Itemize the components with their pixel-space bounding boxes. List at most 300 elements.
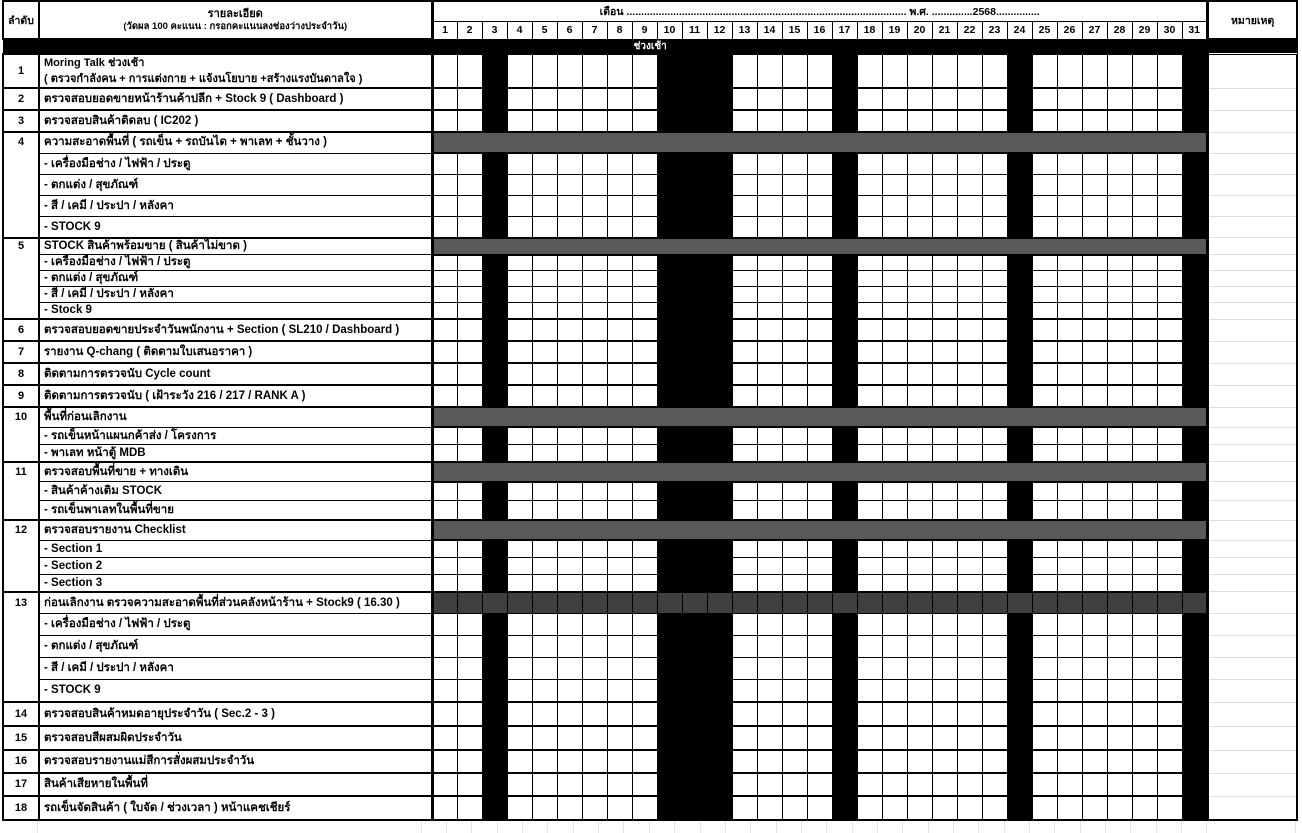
- day-cell-29[interactable]: [1132, 444, 1157, 462]
- day-cell-22[interactable]: [957, 680, 982, 703]
- day-cell-19[interactable]: [882, 796, 907, 820]
- day-cell-23[interactable]: [982, 501, 1007, 521]
- day-cell-22[interactable]: [957, 153, 982, 174]
- day-cell-16[interactable]: [807, 796, 832, 820]
- day-cell-14[interactable]: [757, 726, 782, 750]
- day-cell-25[interactable]: [1032, 174, 1057, 195]
- day-cell-29[interactable]: [1132, 174, 1157, 195]
- day-cell-23[interactable]: [982, 255, 1007, 271]
- day-cell-22[interactable]: [957, 444, 982, 462]
- day-cell-22[interactable]: [957, 271, 982, 287]
- day-cell-2[interactable]: [457, 287, 482, 303]
- day-cell-27[interactable]: [1082, 385, 1107, 407]
- day-cell-30[interactable]: [1157, 319, 1182, 341]
- day-cell-29[interactable]: [1132, 303, 1157, 320]
- day-cell-20[interactable]: [907, 341, 932, 363]
- day-cell-26[interactable]: [1057, 255, 1082, 271]
- day-cell-28[interactable]: [1107, 557, 1132, 574]
- day-cell-6[interactable]: [557, 636, 582, 658]
- day-cell-25[interactable]: [1032, 574, 1057, 592]
- day-cell-30[interactable]: [1157, 557, 1182, 574]
- day-cell-26[interactable]: [1057, 216, 1082, 238]
- day-cell-28[interactable]: [1107, 195, 1132, 216]
- day-cell-13[interactable]: [732, 557, 757, 574]
- day-cell-21[interactable]: [932, 174, 957, 195]
- day-cell-6[interactable]: [557, 385, 582, 407]
- day-cell-7[interactable]: [582, 385, 607, 407]
- day-cell-13[interactable]: [732, 153, 757, 174]
- day-cell-16[interactable]: [807, 153, 832, 174]
- day-cell-21[interactable]: [932, 574, 957, 592]
- day-cell-15[interactable]: [782, 750, 807, 773]
- day-cell-28[interactable]: [1107, 796, 1132, 820]
- day-cell-27[interactable]: [1082, 726, 1107, 750]
- day-cell-30[interactable]: [1157, 658, 1182, 680]
- day-cell-27[interactable]: [1082, 557, 1107, 574]
- day-cell-7[interactable]: [582, 287, 607, 303]
- day-cell-18[interactable]: [857, 702, 882, 726]
- day-cell-27[interactable]: [1082, 110, 1107, 132]
- day-cell-7[interactable]: [582, 303, 607, 320]
- day-cell-30[interactable]: [1157, 153, 1182, 174]
- day-cell-30[interactable]: [1157, 271, 1182, 287]
- day-cell-27[interactable]: [1082, 658, 1107, 680]
- day-cell-28[interactable]: [1107, 287, 1132, 303]
- day-cell-4[interactable]: [507, 385, 532, 407]
- day-cell-4[interactable]: [507, 303, 532, 320]
- day-cell-13[interactable]: [732, 702, 757, 726]
- day-cell-7[interactable]: [582, 482, 607, 501]
- day-cell-21[interactable]: [932, 636, 957, 658]
- note-cell[interactable]: [1207, 174, 1297, 195]
- day-cell-9[interactable]: [632, 88, 657, 110]
- day-cell-8[interactable]: [607, 444, 632, 462]
- day-cell-15[interactable]: [782, 363, 807, 385]
- day-cell-19[interactable]: [882, 444, 907, 462]
- day-cell-14[interactable]: [757, 750, 782, 773]
- day-cell-9[interactable]: [632, 574, 657, 592]
- day-cell-1[interactable]: [432, 195, 457, 216]
- day-cell-15[interactable]: [782, 174, 807, 195]
- day-cell-6[interactable]: [557, 796, 582, 820]
- day-cell-1[interactable]: [432, 287, 457, 303]
- day-cell-25[interactable]: [1032, 271, 1057, 287]
- day-cell-25[interactable]: [1032, 54, 1057, 88]
- day-cell-7[interactable]: [582, 444, 607, 462]
- day-cell-20[interactable]: [907, 614, 932, 636]
- day-cell-26[interactable]: [1057, 680, 1082, 703]
- day-cell-26[interactable]: [1057, 363, 1082, 385]
- day-cell-2[interactable]: [457, 110, 482, 132]
- day-cell-13[interactable]: [732, 271, 757, 287]
- day-cell-1[interactable]: [432, 427, 457, 444]
- day-cell-23[interactable]: [982, 174, 1007, 195]
- day-cell-9[interactable]: [632, 153, 657, 174]
- day-cell-7[interactable]: [582, 271, 607, 287]
- day-cell-19[interactable]: [882, 195, 907, 216]
- day-cell-28[interactable]: [1107, 303, 1132, 320]
- day-cell-29[interactable]: [1132, 702, 1157, 726]
- day-cell-4[interactable]: [507, 726, 532, 750]
- day-cell-1[interactable]: [432, 271, 457, 287]
- day-cell-26[interactable]: [1057, 271, 1082, 287]
- day-cell-23[interactable]: [982, 54, 1007, 88]
- day-cell-9[interactable]: [632, 341, 657, 363]
- day-cell-2[interactable]: [457, 153, 482, 174]
- note-cell[interactable]: [1207, 702, 1297, 726]
- day-cell-20[interactable]: [907, 110, 932, 132]
- day-cell-22[interactable]: [957, 287, 982, 303]
- day-cell-18[interactable]: [857, 796, 882, 820]
- day-cell-23[interactable]: [982, 444, 1007, 462]
- day-cell-30[interactable]: [1157, 195, 1182, 216]
- day-cell-23[interactable]: [982, 614, 1007, 636]
- day-cell-9[interactable]: [632, 319, 657, 341]
- day-cell-4[interactable]: [507, 702, 532, 726]
- day-cell-1[interactable]: [432, 153, 457, 174]
- day-cell-29[interactable]: [1132, 680, 1157, 703]
- day-cell-14[interactable]: [757, 216, 782, 238]
- day-cell-8[interactable]: [607, 726, 632, 750]
- day-cell-18[interactable]: [857, 287, 882, 303]
- day-cell-7[interactable]: [582, 88, 607, 110]
- day-cell-23[interactable]: [982, 216, 1007, 238]
- day-cell-2[interactable]: [457, 726, 482, 750]
- day-cell-9[interactable]: [632, 110, 657, 132]
- day-cell-8[interactable]: [607, 501, 632, 521]
- day-cell-4[interactable]: [507, 614, 532, 636]
- day-cell-2[interactable]: [457, 658, 482, 680]
- day-cell-25[interactable]: [1032, 427, 1057, 444]
- day-cell-18[interactable]: [857, 153, 882, 174]
- day-cell-2[interactable]: [457, 482, 482, 501]
- day-cell-2[interactable]: [457, 444, 482, 462]
- day-cell-1[interactable]: [432, 702, 457, 726]
- day-cell-13[interactable]: [732, 540, 757, 557]
- day-cell-4[interactable]: [507, 216, 532, 238]
- note-cell[interactable]: [1207, 750, 1297, 773]
- day-cell-15[interactable]: [782, 216, 807, 238]
- day-cell-7[interactable]: [582, 363, 607, 385]
- day-cell-18[interactable]: [857, 255, 882, 271]
- day-cell-8[interactable]: [607, 54, 632, 88]
- day-cell-27[interactable]: [1082, 174, 1107, 195]
- day-cell-28[interactable]: [1107, 444, 1132, 462]
- day-cell-2[interactable]: [457, 680, 482, 703]
- day-cell-9[interactable]: [632, 174, 657, 195]
- day-cell-8[interactable]: [607, 574, 632, 592]
- day-cell-20[interactable]: [907, 319, 932, 341]
- day-cell-20[interactable]: [907, 557, 932, 574]
- day-cell-14[interactable]: [757, 363, 782, 385]
- day-cell-5[interactable]: [532, 427, 557, 444]
- day-cell-16[interactable]: [807, 427, 832, 444]
- day-cell-27[interactable]: [1082, 303, 1107, 320]
- day-cell-30[interactable]: [1157, 501, 1182, 521]
- day-cell-14[interactable]: [757, 680, 782, 703]
- day-cell-6[interactable]: [557, 255, 582, 271]
- day-cell-2[interactable]: [457, 88, 482, 110]
- day-cell-22[interactable]: [957, 341, 982, 363]
- day-cell-14[interactable]: [757, 427, 782, 444]
- day-cell-6[interactable]: [557, 271, 582, 287]
- day-cell-4[interactable]: [507, 658, 532, 680]
- day-cell-29[interactable]: [1132, 726, 1157, 750]
- day-cell-28[interactable]: [1107, 174, 1132, 195]
- day-cell-30[interactable]: [1157, 636, 1182, 658]
- day-cell-23[interactable]: [982, 658, 1007, 680]
- day-cell-22[interactable]: [957, 702, 982, 726]
- day-cell-29[interactable]: [1132, 574, 1157, 592]
- day-cell-2[interactable]: [457, 750, 482, 773]
- note-cell[interactable]: [1207, 238, 1297, 255]
- day-cell-23[interactable]: [982, 540, 1007, 557]
- day-cell-27[interactable]: [1082, 614, 1107, 636]
- day-cell-2[interactable]: [457, 303, 482, 320]
- day-cell-13[interactable]: [732, 614, 757, 636]
- day-cell-4[interactable]: [507, 750, 532, 773]
- day-cell-26[interactable]: [1057, 636, 1082, 658]
- day-cell-20[interactable]: [907, 680, 932, 703]
- note-cell[interactable]: [1207, 407, 1297, 427]
- day-cell-21[interactable]: [932, 482, 957, 501]
- day-cell-1[interactable]: [432, 54, 457, 88]
- day-cell-22[interactable]: [957, 385, 982, 407]
- day-cell-15[interactable]: [782, 319, 807, 341]
- note-cell[interactable]: [1207, 680, 1297, 703]
- day-cell-28[interactable]: [1107, 319, 1132, 341]
- day-cell-22[interactable]: [957, 636, 982, 658]
- day-cell-30[interactable]: [1157, 54, 1182, 88]
- day-cell-25[interactable]: [1032, 88, 1057, 110]
- day-cell-9[interactable]: [632, 255, 657, 271]
- note-cell[interactable]: [1207, 462, 1297, 482]
- day-cell-22[interactable]: [957, 216, 982, 238]
- day-cell-30[interactable]: [1157, 88, 1182, 110]
- day-cell-7[interactable]: [582, 680, 607, 703]
- note-cell[interactable]: [1207, 153, 1297, 174]
- day-cell-15[interactable]: [782, 110, 807, 132]
- day-cell-14[interactable]: [757, 444, 782, 462]
- day-cell-6[interactable]: [557, 557, 582, 574]
- day-cell-22[interactable]: [957, 88, 982, 110]
- day-cell-2[interactable]: [457, 341, 482, 363]
- day-cell-27[interactable]: [1082, 540, 1107, 557]
- day-cell-25[interactable]: [1032, 444, 1057, 462]
- day-cell-28[interactable]: [1107, 482, 1132, 501]
- day-cell-30[interactable]: [1157, 110, 1182, 132]
- day-cell-5[interactable]: [532, 557, 557, 574]
- day-cell-9[interactable]: [632, 303, 657, 320]
- day-cell-7[interactable]: [582, 658, 607, 680]
- day-cell-18[interactable]: [857, 427, 882, 444]
- day-cell-16[interactable]: [807, 385, 832, 407]
- day-cell-13[interactable]: [732, 385, 757, 407]
- day-cell-26[interactable]: [1057, 153, 1082, 174]
- day-cell-15[interactable]: [782, 796, 807, 820]
- day-cell-6[interactable]: [557, 427, 582, 444]
- day-cell-19[interactable]: [882, 680, 907, 703]
- day-cell-2[interactable]: [457, 796, 482, 820]
- day-cell-21[interactable]: [932, 54, 957, 88]
- day-cell-6[interactable]: [557, 54, 582, 88]
- day-cell-14[interactable]: [757, 110, 782, 132]
- day-cell-15[interactable]: [782, 54, 807, 88]
- day-cell-23[interactable]: [982, 271, 1007, 287]
- day-cell-19[interactable]: [882, 557, 907, 574]
- day-cell-20[interactable]: [907, 574, 932, 592]
- day-cell-28[interactable]: [1107, 614, 1132, 636]
- day-cell-9[interactable]: [632, 195, 657, 216]
- day-cell-7[interactable]: [582, 216, 607, 238]
- day-cell-25[interactable]: [1032, 287, 1057, 303]
- day-cell-6[interactable]: [557, 574, 582, 592]
- day-cell-22[interactable]: [957, 174, 982, 195]
- day-cell-23[interactable]: [982, 287, 1007, 303]
- day-cell-16[interactable]: [807, 319, 832, 341]
- day-cell-13[interactable]: [732, 636, 757, 658]
- day-cell-28[interactable]: [1107, 574, 1132, 592]
- day-cell-19[interactable]: [882, 216, 907, 238]
- day-cell-7[interactable]: [582, 54, 607, 88]
- day-cell-7[interactable]: [582, 195, 607, 216]
- day-cell-26[interactable]: [1057, 702, 1082, 726]
- day-cell-26[interactable]: [1057, 574, 1082, 592]
- day-cell-9[interactable]: [632, 614, 657, 636]
- day-cell-27[interactable]: [1082, 54, 1107, 88]
- day-cell-13[interactable]: [732, 195, 757, 216]
- day-cell-23[interactable]: [982, 195, 1007, 216]
- day-cell-21[interactable]: [932, 726, 957, 750]
- day-cell-22[interactable]: [957, 574, 982, 592]
- day-cell-8[interactable]: [607, 658, 632, 680]
- day-cell-9[interactable]: [632, 702, 657, 726]
- note-cell[interactable]: [1207, 614, 1297, 636]
- day-cell-18[interactable]: [857, 750, 882, 773]
- day-cell-27[interactable]: [1082, 341, 1107, 363]
- day-cell-19[interactable]: [882, 385, 907, 407]
- day-cell-26[interactable]: [1057, 444, 1082, 462]
- day-cell-1[interactable]: [432, 174, 457, 195]
- day-cell-22[interactable]: [957, 319, 982, 341]
- day-cell-13[interactable]: [732, 482, 757, 501]
- day-cell-8[interactable]: [607, 614, 632, 636]
- day-cell-1[interactable]: [432, 444, 457, 462]
- day-cell-5[interactable]: [532, 271, 557, 287]
- day-cell-16[interactable]: [807, 88, 832, 110]
- day-cell-7[interactable]: [582, 341, 607, 363]
- day-cell-13[interactable]: [732, 773, 757, 796]
- day-cell-20[interactable]: [907, 540, 932, 557]
- day-cell-2[interactable]: [457, 319, 482, 341]
- day-cell-21[interactable]: [932, 750, 957, 773]
- note-cell[interactable]: [1207, 658, 1297, 680]
- day-cell-29[interactable]: [1132, 385, 1157, 407]
- day-cell-15[interactable]: [782, 385, 807, 407]
- day-cell-18[interactable]: [857, 363, 882, 385]
- day-cell-15[interactable]: [782, 726, 807, 750]
- day-cell-21[interactable]: [932, 303, 957, 320]
- day-cell-16[interactable]: [807, 216, 832, 238]
- day-cell-25[interactable]: [1032, 341, 1057, 363]
- day-cell-29[interactable]: [1132, 88, 1157, 110]
- day-cell-20[interactable]: [907, 702, 932, 726]
- day-cell-4[interactable]: [507, 540, 532, 557]
- note-cell[interactable]: [1207, 319, 1297, 341]
- day-cell-30[interactable]: [1157, 174, 1182, 195]
- day-cell-16[interactable]: [807, 658, 832, 680]
- day-cell-6[interactable]: [557, 726, 582, 750]
- day-cell-27[interactable]: [1082, 680, 1107, 703]
- day-cell-21[interactable]: [932, 88, 957, 110]
- day-cell-21[interactable]: [932, 773, 957, 796]
- day-cell-16[interactable]: [807, 287, 832, 303]
- day-cell-8[interactable]: [607, 482, 632, 501]
- day-cell-20[interactable]: [907, 636, 932, 658]
- day-cell-5[interactable]: [532, 726, 557, 750]
- day-cell-8[interactable]: [607, 174, 632, 195]
- day-cell-8[interactable]: [607, 773, 632, 796]
- day-cell-25[interactable]: [1032, 636, 1057, 658]
- day-cell-20[interactable]: [907, 216, 932, 238]
- day-cell-25[interactable]: [1032, 319, 1057, 341]
- day-cell-18[interactable]: [857, 216, 882, 238]
- day-cell-25[interactable]: [1032, 303, 1057, 320]
- day-cell-30[interactable]: [1157, 303, 1182, 320]
- day-cell-14[interactable]: [757, 773, 782, 796]
- day-cell-14[interactable]: [757, 501, 782, 521]
- day-cell-6[interactable]: [557, 614, 582, 636]
- day-cell-23[interactable]: [982, 796, 1007, 820]
- day-cell-19[interactable]: [882, 319, 907, 341]
- day-cell-1[interactable]: [432, 557, 457, 574]
- day-cell-14[interactable]: [757, 540, 782, 557]
- day-cell-2[interactable]: [457, 501, 482, 521]
- day-cell-30[interactable]: [1157, 614, 1182, 636]
- day-cell-6[interactable]: [557, 444, 582, 462]
- day-cell-25[interactable]: [1032, 501, 1057, 521]
- day-cell-15[interactable]: [782, 501, 807, 521]
- day-cell-30[interactable]: [1157, 287, 1182, 303]
- day-cell-4[interactable]: [507, 271, 532, 287]
- note-cell[interactable]: [1207, 363, 1297, 385]
- day-cell-29[interactable]: [1132, 216, 1157, 238]
- day-cell-16[interactable]: [807, 726, 832, 750]
- day-cell-18[interactable]: [857, 444, 882, 462]
- day-cell-18[interactable]: [857, 174, 882, 195]
- day-cell-19[interactable]: [882, 174, 907, 195]
- day-cell-8[interactable]: [607, 363, 632, 385]
- day-cell-29[interactable]: [1132, 540, 1157, 557]
- day-cell-1[interactable]: [432, 319, 457, 341]
- day-cell-14[interactable]: [757, 574, 782, 592]
- day-cell-21[interactable]: [932, 110, 957, 132]
- day-cell-21[interactable]: [932, 341, 957, 363]
- day-cell-25[interactable]: [1032, 773, 1057, 796]
- day-cell-25[interactable]: [1032, 750, 1057, 773]
- day-cell-21[interactable]: [932, 363, 957, 385]
- day-cell-2[interactable]: [457, 271, 482, 287]
- day-cell-13[interactable]: [732, 88, 757, 110]
- day-cell-27[interactable]: [1082, 287, 1107, 303]
- day-cell-30[interactable]: [1157, 702, 1182, 726]
- day-cell-20[interactable]: [907, 174, 932, 195]
- day-cell-21[interactable]: [932, 540, 957, 557]
- day-cell-9[interactable]: [632, 773, 657, 796]
- day-cell-6[interactable]: [557, 153, 582, 174]
- day-cell-14[interactable]: [757, 271, 782, 287]
- day-cell-2[interactable]: [457, 216, 482, 238]
